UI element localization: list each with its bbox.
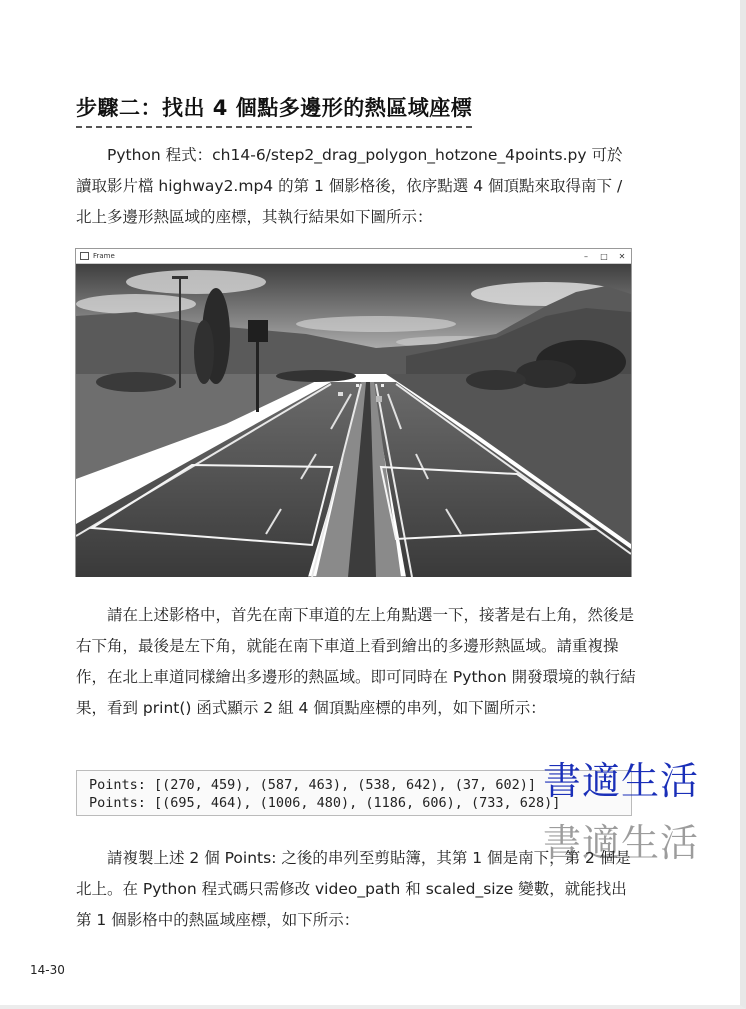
- frame-titlebar: [76, 249, 631, 264]
- intro-paragraph: [76, 140, 636, 233]
- minimize-icon: –: [584, 251, 588, 261]
- app-icon: [80, 252, 89, 260]
- instruction-paragraph: [76, 600, 636, 724]
- watermark-blue: 書適生活: [543, 759, 700, 803]
- code-line-1: Points: [(270, 459), (587, 463), (538, 642), (37, 602)]: [89, 777, 537, 793]
- close-icon: ✕: [618, 251, 626, 261]
- frame-window-screenshot: [75, 248, 632, 577]
- intro-text: Python 程式：ch14-6/step2_drag_polygon_hotzone_4points.py 可於讀取影片檔 highway2.mp4 的第 1 個影格後，依序點選 4 個頂點來取得南下 / 北上多邊形熱區域的座標，其執行結果如下圖所示：: [76, 146, 623, 226]
- instruction-text: 請在上述影格中，首先在南下車道的左上角點選一下，接著是右上角，然後是右下角，最後是左下角，就能在南下車道上看到繪出的多邊形熱區域。請重複操作，在北上車道同樣繪出多邊形的熱區域。即可同時在 Python 開發環境的執行結果，看到 print() 函式顯示 2 組 4 個頂點座標的串列，如下圖所示：: [76, 606, 636, 717]
- highway-image: [76, 264, 631, 577]
- closing-paragraph: [76, 843, 636, 936]
- closing-text: 請複製上述 2 個 Points: 之後的串列至剪貼簿，其第 1 個是南下，第 2 個是北上。在 Python 程式碼只需修改 video_path 和 scaled_size 變數，就能找出第 1 個影格中的熱區域座標，如下所示：: [76, 849, 631, 929]
- code-line-2: Points: [(695, 464), (1006, 480), (1186, 606), (733, 628)]: [89, 795, 561, 811]
- section-heading: 步驟二：找出 4 個點多邊形的熱區域座標: [76, 92, 472, 128]
- window-title: Frame: [93, 252, 115, 260]
- maximize-icon: □: [600, 251, 608, 261]
- page-number: 14-30: [30, 963, 65, 977]
- watermark-gray: 書適生活: [543, 821, 700, 865]
